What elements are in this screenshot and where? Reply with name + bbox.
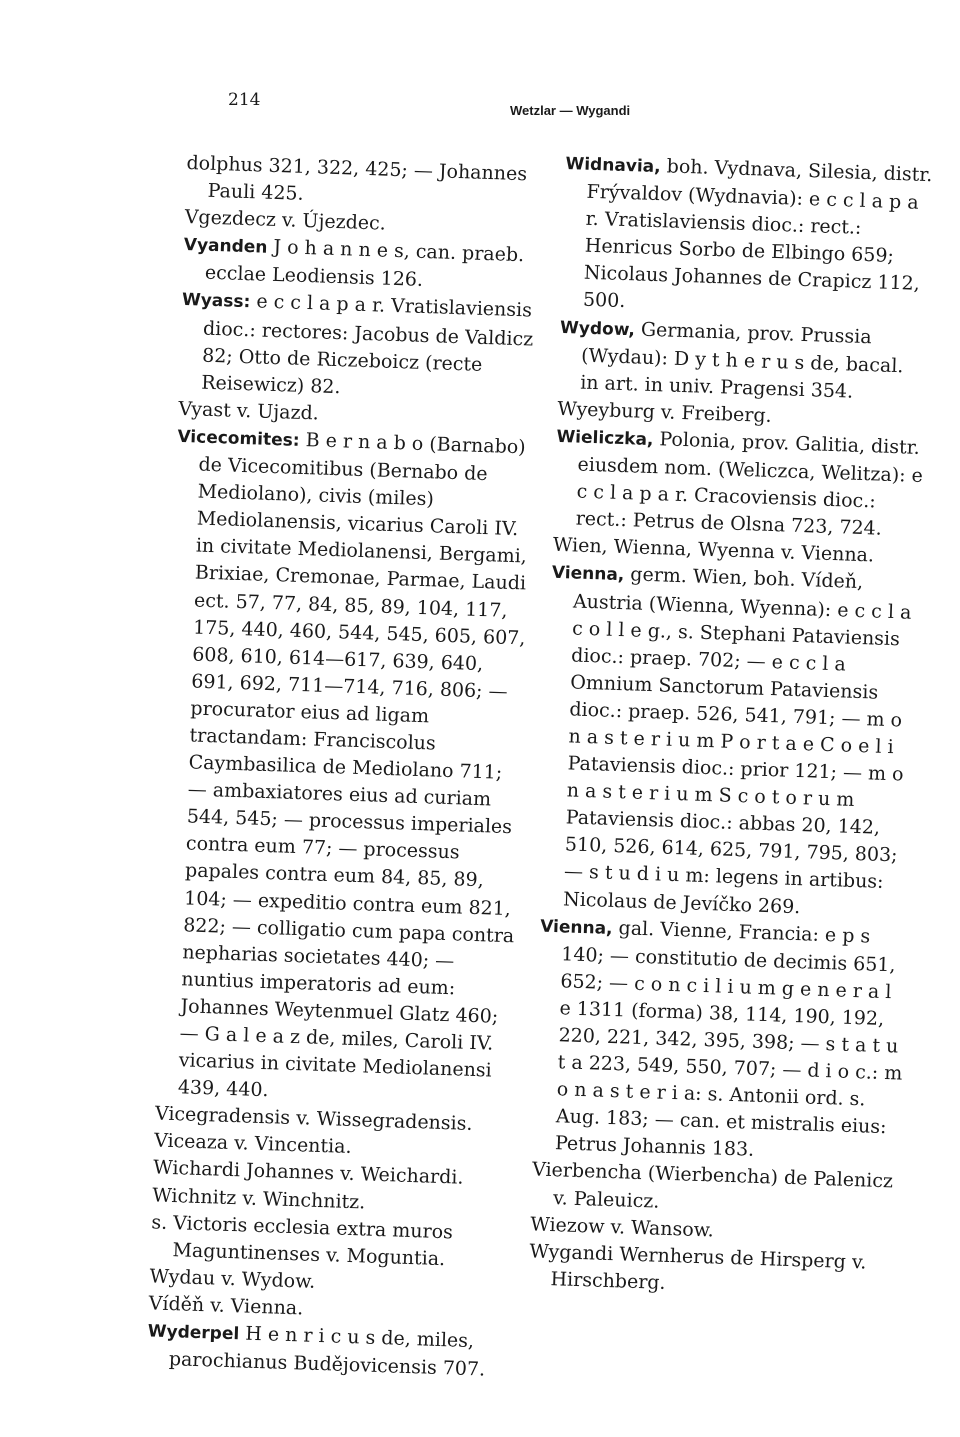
entry-headword: Wieliczka, — [556, 426, 654, 450]
entry-headword: Widnavia, — [565, 153, 661, 178]
entry-text: Polonia, prov. Galitia, distr. eiusdem nom. (Weliczca, Welitza): e c c l a p a r. Cracoviensis dioc.: rect.: Petrus de Olsna 723, 724. — [575, 428, 924, 540]
entry-headword: Wyass: — [181, 290, 251, 313]
entry-text: Wien, Wienna, Wyenna v. Vienna. — [552, 534, 875, 567]
entry-text: e c c l a p a r. Vratislaviensis dioc.: rectores: Jacobus de Valdicz 82; Otto de Riczeboicz (recte Reisewicz) 82. — [200, 290, 534, 398]
entry-text: Vyast v. Ujazd. — [178, 397, 320, 425]
entry-text: H e n r i c u s de, miles, parochianus Budějovicensis 707. — [168, 1322, 486, 1381]
index-entry — [179, 286, 542, 407]
entry-text: Vgezdecz v. Újezdec. — [184, 206, 387, 235]
entry-text: gal. Vienne, Francia: e p s 140; — constitutio de decimis 651, 652; — c o n c i l i u m g e n e r a l e 1311 (forma) 38, 114, 190, 192, 220, 221, 342, 395, 398; — s t a t u t a 223, 549, 550, 707; — d i o c.: m o n a s t e r i a: s. Antonii ord. s. Aug. 183; — can. et mistralis eius: Petrus Johannis 183. — [554, 916, 903, 1162]
entry-text: Vierbencha (Wierbencha) de Palenicz v. Paleuicz. — [531, 1158, 894, 1213]
entry-text: Wydau v. Wydow. — [149, 1265, 316, 1293]
index-entry — [541, 559, 921, 924]
entry-text: Viceaza v. Vincentia. — [153, 1129, 352, 1159]
entry-text: boh. Vydnava, Silesia, distr. Frývaldov (Wydnavia): e c c l a p a r. Vratislaviensis dioc.: rect.: Henricus Sorbo de Elbingo 659; Nicolaus Johannes de Crapicz 112, 500. — [582, 155, 933, 313]
entry-headword: Vienna, — [551, 563, 625, 586]
entry-text: B e r n a b o (Barnabo) de Vicecomitibus (Bernabo de Mediolano), civis (miles) Mediolanensis, vicarius Caroli IV. in civitate Mediolanensi, Bergami, Brixiae, Cremonae, Parmae, Laudi ect. 57, 77, 84, 85, 89, 104, 117, 175, 440, 460, 544, 545, 605, 607, 608, 610, 614—617, 639, 640, 691, 692, 711—714, 716, 806; — procurator eius ad ligam tractandam: Franciscolus Caymbasilica de Mediolano 711; — ambaxiatores eius ad curiam 544, 545; — processus imperiales contra eum 77; — processus papales contra eum 84, 85, 89, 104; — expeditio contra eum 821, 822; — colligatio cum papa contra nepharias societates 440; — nuntius imperatoris ad eum: Johannes Weytenmuel Glatz 460; — G a l e a z de, miles, Caroli IV. vicarius in civitate Mediolanensi 439, 440. — [177, 429, 528, 1102]
right-column — [528, 150, 934, 1305]
index-entry — [553, 423, 924, 545]
entry-text: Germania, prov. Prussia (Wydau): D y t h e r u s de, bacal. in art. in univ. Pragensi 354. — [579, 318, 904, 403]
entry-text: Wichnitz v. Winchnitz. — [151, 1183, 366, 1214]
index-entry — [155, 423, 537, 1113]
index-entry — [558, 313, 929, 407]
left-column — [146, 150, 546, 1384]
entry-text: Vicegradensis v. Wissegradensis. — [154, 1102, 473, 1136]
entry-text: Wyeyburg v. Freiberg. — [557, 397, 773, 427]
index-entry — [561, 150, 934, 326]
entry-text: germ. Wien, boh. Vídeň, Austria (Wienna, Wyenna): e c c l a c o l l e g., s. Stephani Pataviensis dioc.: praep. 702; — e c c l a Omnium Sanctorum Pataviensis dioc.: praep. 526, 541, 791; — m o n a s t e r i u m P o r t a e C o e l i Pataviensis dioc.: prior 121; — m o n a s t e r i u m S c o t o r u m Pataviensis dioc.: abbas 20, 142, 510, 526, 614, 625, 791, 795, 803; — s t u d i u m: legens in artibus: Nicolaus de Jevíčko 269. — [562, 563, 912, 918]
entry-text: J o h a n n e s, can. praeb. ecclae Leodiensis 126. — [204, 236, 525, 292]
entry-headword: Vienna, — [539, 916, 613, 939]
entry-headword: Wydow, — [559, 317, 636, 340]
entry-headword: Wyderpel — [147, 1321, 240, 1345]
entry-text: Wiezow v. Wansow. — [530, 1213, 715, 1242]
entry-text: Wichardi Johannes v. Weichardi. — [152, 1156, 464, 1190]
entry-text: Víděň v. Vienna. — [148, 1292, 304, 1320]
index-entry — [528, 1238, 898, 1304]
entry-text: s. Victoris ecclesia extra muros Maguntinenses v. Moguntia. — [151, 1211, 454, 1270]
index-entry — [146, 1317, 508, 1384]
index-entry — [533, 912, 909, 1169]
entry-headword: Vyanden — [183, 235, 268, 258]
entry-headword: Vicecomites: — [177, 426, 300, 451]
entry-text: Wygandi Wernherus de Hirsperg v. Hirschberg. — [529, 1240, 867, 1294]
page-number: 214 — [228, 90, 261, 110]
running-head: Wetzlar — Wygandi — [510, 103, 631, 118]
entry-text: dolphus 321, 322, 425; — Johannes Pauli 425. — [186, 151, 528, 205]
